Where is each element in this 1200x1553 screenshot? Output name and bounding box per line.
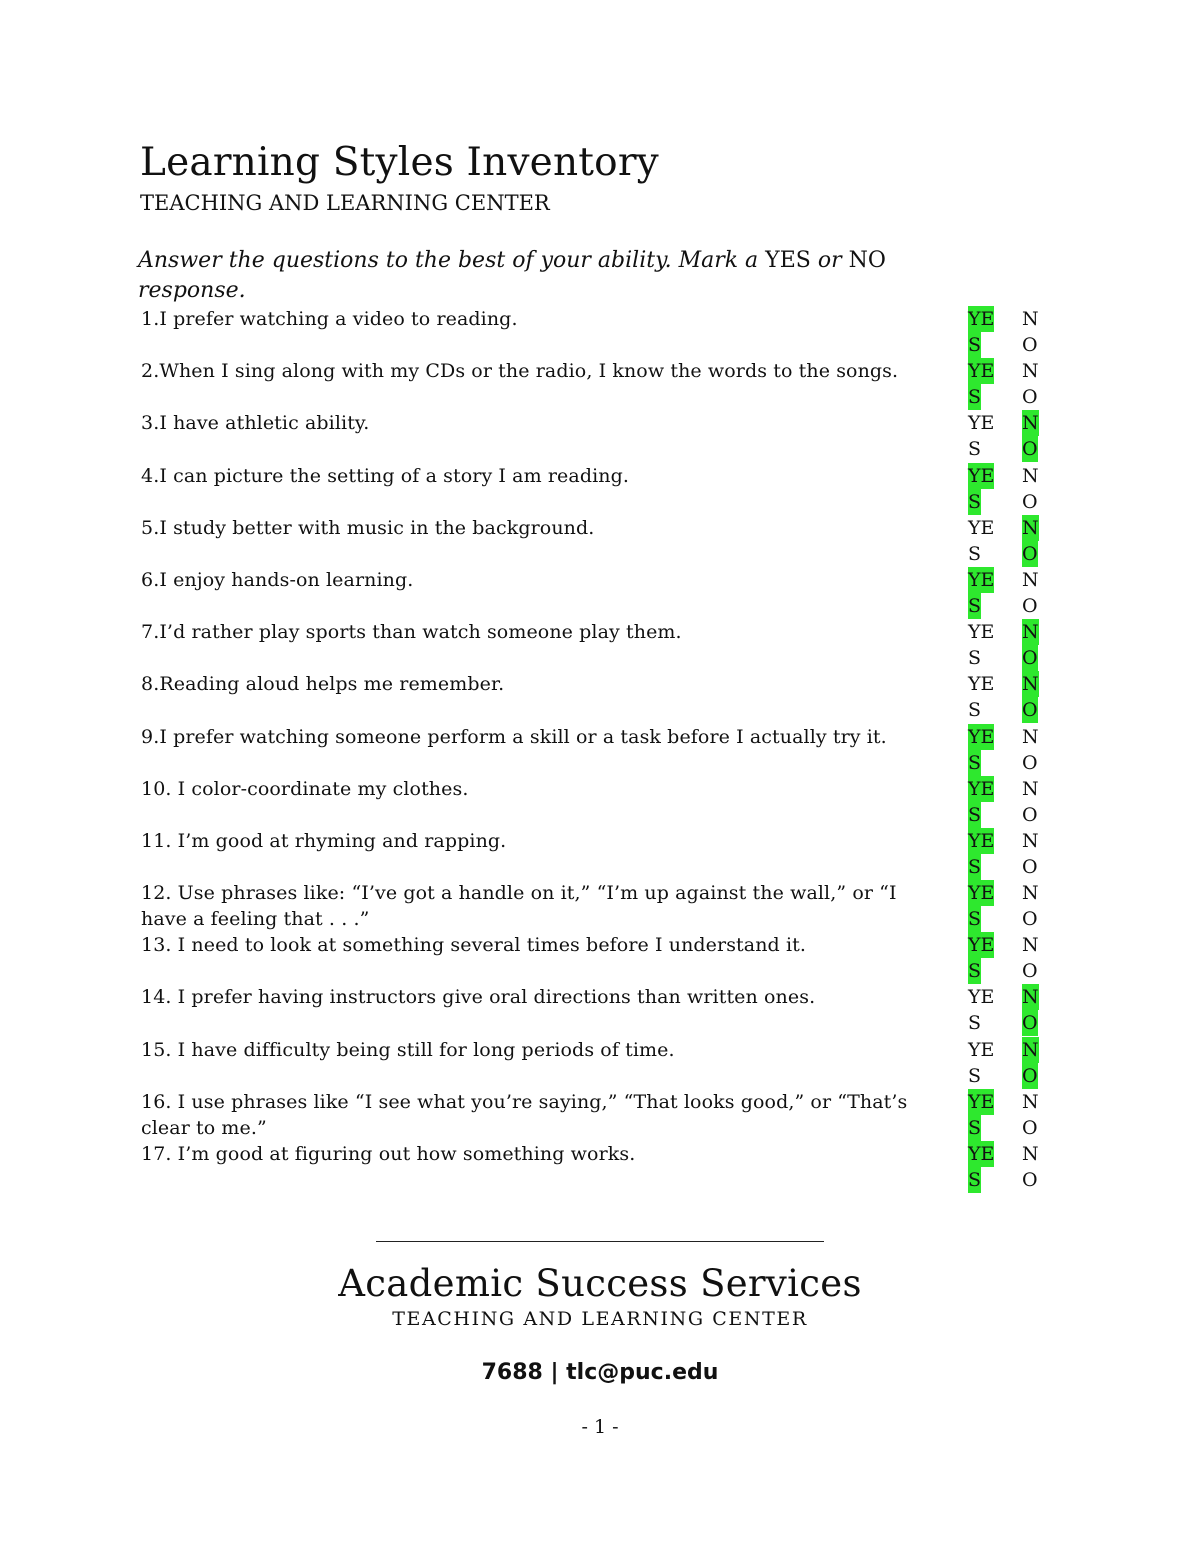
yes-option-line1: YE: [968, 986, 995, 1009]
yes-option[interactable]: [968, 1141, 1002, 1193]
question-text: 5.I study better with music in the background.: [141, 516, 595, 539]
question-text: 10. I color-coordinate my clothes.: [141, 777, 469, 800]
yes-option-line2: S: [968, 438, 982, 461]
yes-option[interactable]: [968, 776, 1002, 828]
yes-option-line1: YE: [968, 568, 995, 591]
footer-contact: 7688 | tlc@puc.edu: [481, 1360, 719, 1385]
no-option-line2: O: [1022, 438, 1038, 461]
yes-option-line2: S: [968, 699, 982, 722]
yes-option-line1: YE: [968, 621, 995, 644]
question-row: [0, 463, 1200, 515]
yes-option-line1: YE: [968, 882, 995, 905]
no-option-line2: O: [1022, 803, 1038, 826]
instructions-or: or: [810, 248, 849, 273]
no-option[interactable]: [1022, 671, 1044, 723]
yes-option-line2: S: [968, 960, 982, 983]
question-row: [0, 724, 1200, 776]
yes-option-line1: YE: [968, 934, 995, 957]
yes-option-line1: YE: [968, 308, 995, 330]
instructions-text: Answer the questions to the best of your ability. Mark a: [138, 248, 766, 273]
no-option[interactable]: [1022, 567, 1044, 619]
yes-option-line2: S: [968, 490, 982, 513]
yes-option[interactable]: [968, 410, 1002, 462]
footer-divider: [376, 1241, 824, 1242]
no-option[interactable]: [1022, 306, 1044, 358]
yes-option[interactable]: [968, 463, 1002, 515]
no-option[interactable]: [1022, 619, 1044, 671]
no-option-line1: N: [1022, 464, 1039, 487]
yes-option[interactable]: [968, 515, 1002, 567]
no-option-line2: O: [1022, 751, 1038, 774]
no-option-line1: N: [1022, 934, 1039, 957]
no-option-line2: O: [1022, 647, 1038, 670]
no-option[interactable]: [1022, 776, 1044, 828]
question-row: [0, 306, 1200, 358]
no-option-line1: N: [1022, 673, 1039, 696]
yes-option[interactable]: [968, 358, 1002, 410]
no-option-line2: O: [1022, 699, 1038, 722]
no-option-line2: O: [1022, 1064, 1038, 1087]
no-option-line2: O: [1022, 594, 1038, 617]
question-text: 12. Use phrases like: “I’ve got a handle on it,” “I’m up against the wall,” or “I have a feeling that . . .”: [141, 882, 897, 931]
no-option-line1: N: [1022, 882, 1039, 905]
no-option-line1: N: [1022, 621, 1039, 644]
no-option-line2: O: [1022, 386, 1038, 409]
no-option-line1: N: [1022, 412, 1039, 435]
yes-option[interactable]: [968, 880, 1002, 932]
yes-option-line2: S: [968, 334, 982, 356]
no-option[interactable]: [1022, 724, 1044, 776]
question-row: [0, 776, 1200, 828]
yes-option-line1: YE: [968, 1143, 995, 1165]
no-option[interactable]: [1022, 932, 1044, 984]
yes-option-line1: YE: [968, 725, 995, 748]
question-row: [0, 932, 1200, 984]
no-option-line2: O: [1022, 542, 1038, 565]
yes-option-line2: S: [968, 1012, 982, 1035]
yes-option-line1: YE: [968, 412, 995, 435]
no-option[interactable]: [1022, 828, 1044, 880]
instructions-yes: YES: [765, 248, 811, 273]
question-text: 3.I have athletic ability.: [141, 412, 370, 435]
question-row: [0, 671, 1200, 723]
question-row: [0, 619, 1200, 671]
question-text: 4.I can picture the setting of a story I am reading.: [141, 464, 629, 487]
no-option-line1: N: [1022, 725, 1039, 748]
yes-option[interactable]: [968, 1037, 1002, 1089]
no-option[interactable]: [1022, 1037, 1044, 1089]
no-option-line2: O: [1022, 855, 1038, 878]
question-text: 14. I prefer having instructors give oral directions than written ones.: [141, 986, 816, 1009]
footer-title: Academic Success Services: [338, 1262, 862, 1305]
question-row: [0, 1037, 1200, 1089]
question-text: 9.I prefer watching someone perform a skill or a task before I actually try it.: [141, 725, 887, 748]
no-option-line1: N: [1022, 1038, 1039, 1061]
yes-option[interactable]: [968, 828, 1002, 880]
question-text: 8.Reading aloud helps me remember.: [141, 673, 505, 696]
no-option[interactable]: [1022, 880, 1044, 932]
yes-option-line2: S: [968, 908, 982, 931]
yes-option-line2: S: [968, 1116, 982, 1139]
no-option-line1: N: [1022, 516, 1039, 539]
question-text: 17. I’m good at figuring out how something works.: [141, 1143, 636, 1165]
yes-option-line2: S: [968, 1169, 982, 1191]
yes-option[interactable]: [968, 306, 1002, 358]
yes-option-line1: YE: [968, 360, 995, 383]
yes-option-line2: S: [968, 751, 982, 774]
no-option-line2: O: [1022, 1169, 1038, 1191]
no-option[interactable]: [1022, 410, 1044, 462]
yes-option-line2: S: [968, 855, 982, 878]
yes-option-line2: S: [968, 594, 982, 617]
no-option-line2: O: [1022, 1116, 1038, 1139]
no-option-line2: O: [1022, 960, 1038, 983]
question-text: 15. I have difficulty being still for long periods of time.: [141, 1038, 675, 1061]
yes-option[interactable]: [968, 984, 1002, 1036]
instructions-end: response.: [138, 278, 246, 303]
yes-option-line1: YE: [968, 777, 995, 800]
yes-option-line1: YE: [968, 464, 995, 487]
question-text: 16. I use phrases like “I see what you’re saying,” “That looks good,” or “That’s clear to me.”: [141, 1090, 908, 1139]
question-text: 11. I’m good at rhyming and rapping.: [141, 829, 507, 852]
no-option-line1: N: [1022, 986, 1039, 1009]
no-option-line1: N: [1022, 1143, 1039, 1165]
yes-option-line2: S: [968, 803, 982, 826]
question-text: 1.I prefer watching a video to reading.: [141, 308, 518, 330]
question-row: [0, 515, 1200, 567]
yes-option-line1: YE: [968, 829, 995, 852]
yes-option-line2: S: [968, 647, 982, 670]
yes-option-line1: YE: [968, 673, 995, 696]
yes-option[interactable]: [968, 1089, 1002, 1141]
no-option[interactable]: [1022, 358, 1044, 410]
no-option[interactable]: [1022, 1141, 1044, 1193]
yes-option-line2: S: [968, 1064, 982, 1087]
no-option-line1: N: [1022, 568, 1039, 591]
instructions: [138, 246, 968, 306]
page-subtitle: TEACHING AND LEARNING CENTER: [140, 191, 550, 215]
no-option-line1: N: [1022, 308, 1039, 330]
yes-option-line2: S: [968, 386, 982, 409]
no-option-line1: N: [1022, 829, 1039, 852]
question-row: [0, 984, 1200, 1036]
no-option[interactable]: [1022, 1089, 1044, 1141]
yes-option[interactable]: [968, 932, 1002, 984]
no-option-line1: N: [1022, 1090, 1039, 1113]
no-option[interactable]: [1022, 463, 1044, 515]
page-title: Learning Styles Inventory: [140, 140, 659, 185]
question-text: 2.When I sing along with my CDs or the radio, I know the words to the songs.: [141, 360, 899, 383]
question-row: [0, 880, 1200, 932]
question-list: [0, 306, 1200, 1193]
no-option-line2: O: [1022, 490, 1038, 513]
question-row: [0, 828, 1200, 880]
yes-option-line1: YE: [968, 1090, 995, 1113]
yes-option-line1: YE: [968, 516, 995, 539]
page-number: - 1 -: [581, 1416, 619, 1438]
question-text: 6.I enjoy hands-on learning.: [141, 568, 414, 591]
question-text: 7.I’d rather play sports than watch someone play them.: [141, 621, 682, 644]
no-option[interactable]: [1022, 984, 1044, 1036]
instructions-no: NO: [848, 248, 886, 273]
no-option-line1: N: [1022, 360, 1039, 383]
yes-option[interactable]: [968, 619, 1002, 671]
question-text: 13. I need to look at something several times before I understand it.: [141, 934, 807, 957]
footer-subtitle: TEACHING AND LEARNING CENTER: [392, 1308, 808, 1330]
no-option[interactable]: [1022, 515, 1044, 567]
question-row: [0, 1089, 1200, 1141]
no-option-line2: O: [1022, 1012, 1038, 1035]
question-row: [0, 410, 1200, 462]
no-option-line2: O: [1022, 908, 1038, 931]
question-row: [0, 567, 1200, 619]
yes-option[interactable]: [968, 724, 1002, 776]
yes-option[interactable]: [968, 567, 1002, 619]
yes-option-line2: S: [968, 542, 982, 565]
yes-option-line1: YE: [968, 1038, 995, 1061]
question-row: [0, 358, 1200, 410]
question-row: [0, 1141, 1200, 1193]
no-option-line1: N: [1022, 777, 1039, 800]
no-option-line2: O: [1022, 334, 1038, 356]
yes-option[interactable]: [968, 671, 1002, 723]
